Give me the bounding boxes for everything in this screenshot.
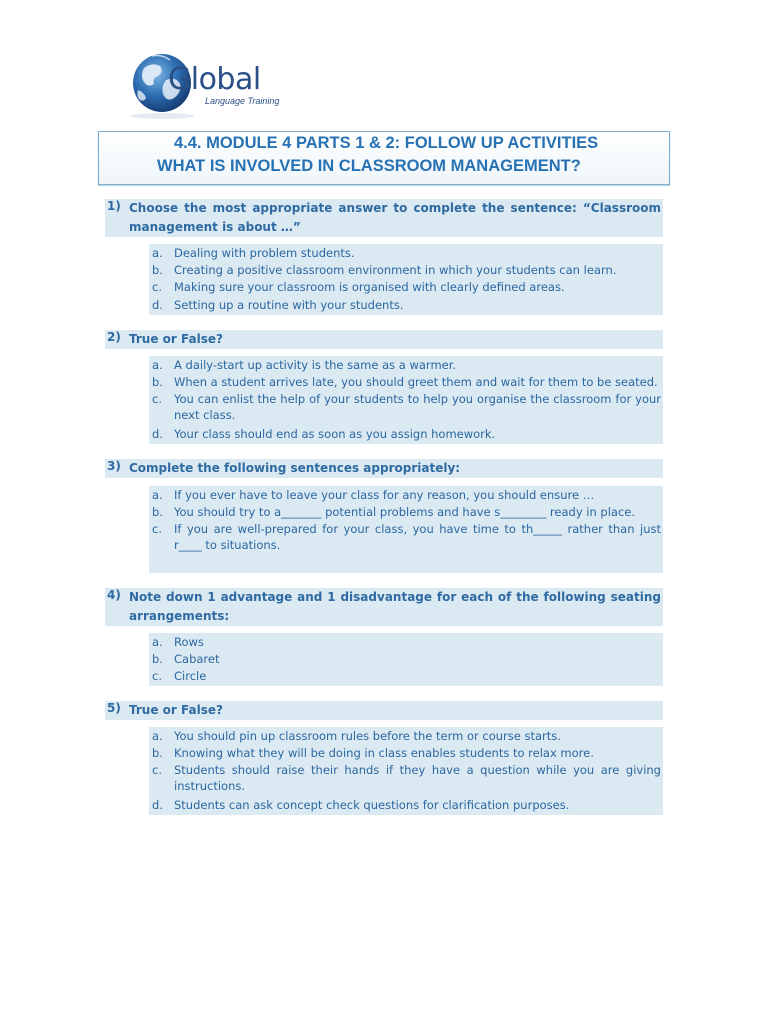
question-1 <box>105 199 663 237</box>
question-number: 4) <box>107 588 121 602</box>
question-5-options <box>149 727 663 815</box>
option-text: Cabaret <box>174 652 220 666</box>
option-letter: d. <box>152 427 163 441</box>
option-letter: b. <box>152 746 163 760</box>
option-letter: a. <box>152 246 163 260</box>
option-letter: c. <box>152 280 162 294</box>
option-text: If you ever have to leave your class for any reason, you should ensure … <box>174 488 595 502</box>
question-text: Complete the following sentences appropriately: <box>129 461 461 475</box>
option-text: Your class should end as soon as you assign homework. <box>174 427 496 441</box>
question-text: Note down 1 advantage and 1 disadvantage for each of the following seating arrangements: <box>129 590 661 623</box>
option-letter: b. <box>152 652 163 666</box>
option-text: You should try to a_______ potential problems and have s________ ready in place. <box>174 505 636 519</box>
logo-wordmark: Global <box>168 62 261 97</box>
option-text: Setting up a routine with your students. <box>174 298 404 312</box>
question-5 <box>105 701 663 720</box>
question-3-options <box>149 486 663 573</box>
option-text: When a student arrives late, you should greet them and wait for them to be seated. <box>174 375 658 389</box>
question-number: 3) <box>107 459 121 473</box>
question-4-options <box>149 633 663 686</box>
question-2 <box>105 330 663 349</box>
option-text: Creating a positive classroom environment in which your students can learn. <box>174 263 617 277</box>
page-title: 4.4. MODULE 4 PARTS 1 & 2: FOLLOW UP ACTIVITIES <box>174 134 599 152</box>
question-4 <box>105 588 663 626</box>
option-text: Knowing what they will be doing in class enables students to relax more. <box>174 746 594 760</box>
option-text: A daily-start up activity is the same as a warmer. <box>174 358 457 372</box>
option-letter: a. <box>152 729 163 743</box>
option-letter: c. <box>152 522 162 536</box>
question-1-options <box>149 244 663 315</box>
option-text: Students should raise their hands if they have a question while you are giving instructions. <box>174 763 661 793</box>
question-2-options <box>149 356 663 444</box>
page-subtitle: WHAT IS INVOLVED IN CLASSROOM MANAGEMENT? <box>157 157 581 175</box>
option-text: Making sure your classroom is organised with clearly defined areas. <box>174 280 565 294</box>
question-text: True or False? <box>129 703 223 717</box>
option-text: You can enlist the help of your students to help you organise the classroom for your next class. <box>174 392 661 422</box>
option-text: If you are well-prepared for your class, you have time to th_____ rather than just r____ to situations. <box>174 522 661 552</box>
option-text: Rows <box>174 635 204 649</box>
question-3 <box>105 459 663 478</box>
option-letter: b. <box>152 375 163 389</box>
option-letter: d. <box>152 298 163 312</box>
question-number: 1) <box>107 199 121 213</box>
question-number: 5) <box>107 701 121 715</box>
option-letter: a. <box>152 358 163 372</box>
option-letter: c. <box>152 669 162 683</box>
logo-tagline: Language Training <box>205 96 280 106</box>
question-text: True or False? <box>129 332 223 346</box>
option-letter: d. <box>152 798 163 812</box>
option-text: Students can ask concept check questions for clarification purposes. <box>174 798 570 812</box>
option-letter: a. <box>152 635 163 649</box>
option-letter: a. <box>152 488 163 502</box>
option-letter: b. <box>152 505 163 519</box>
question-text: Choose the most appropriate answer to complete the sentence: “Classroom management is about …” <box>129 201 661 234</box>
option-letter: b. <box>152 263 163 277</box>
option-text: Dealing with problem students. <box>174 246 355 260</box>
option-letter: c. <box>152 763 162 777</box>
question-number: 2) <box>107 330 121 344</box>
option-text: Circle <box>174 669 207 683</box>
option-text: You should pin up classroom rules before the term or course starts. <box>174 729 561 743</box>
option-letter: c. <box>152 392 162 406</box>
